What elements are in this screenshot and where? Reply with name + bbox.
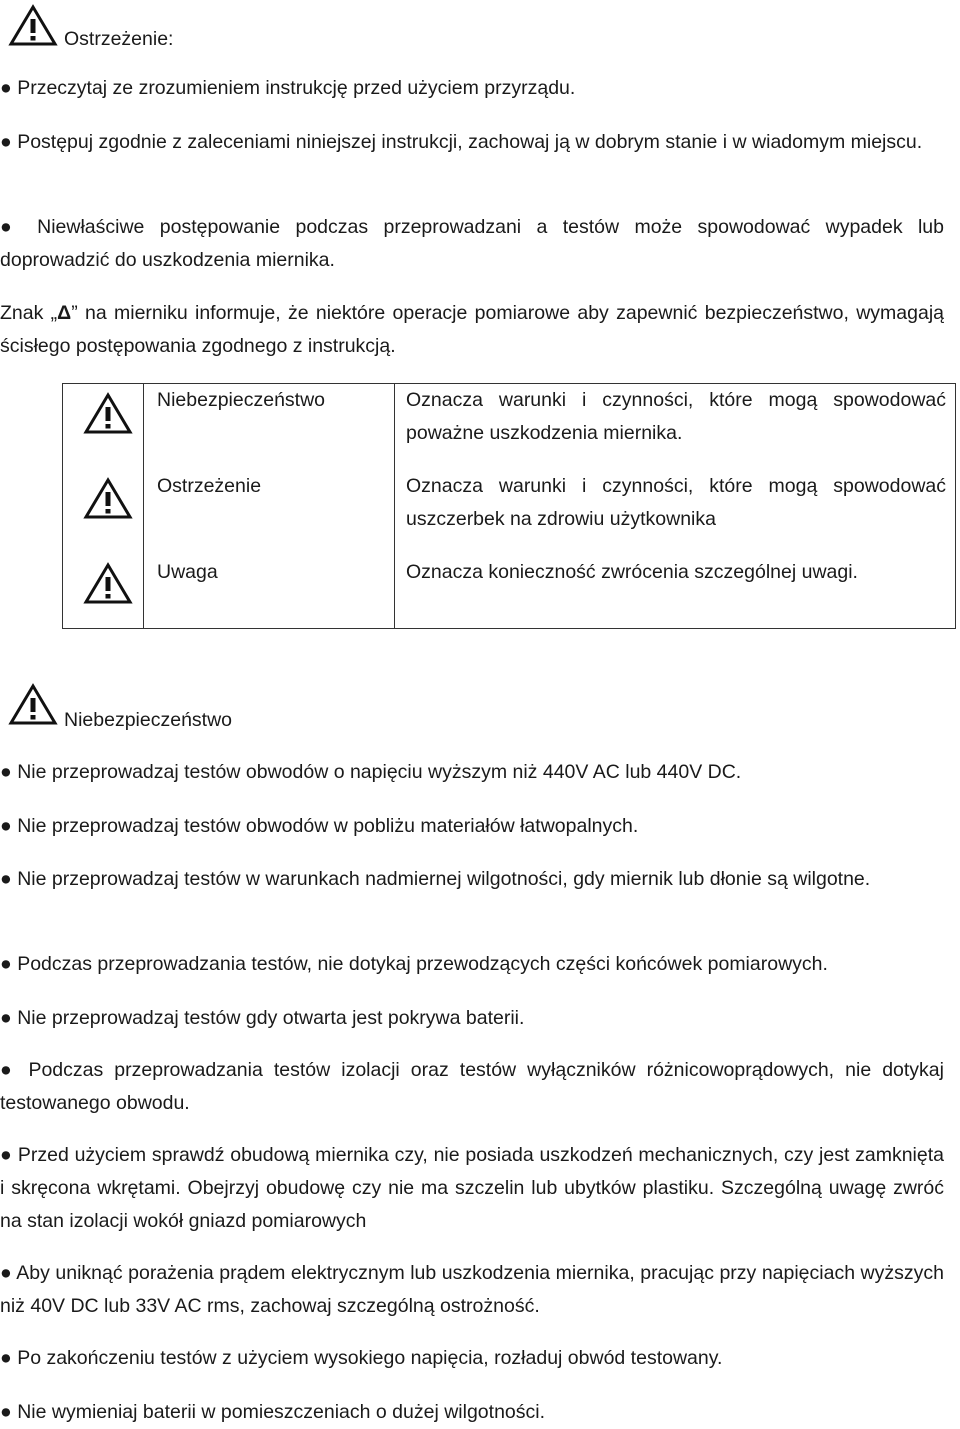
legend-label: Uwaga <box>157 561 218 583</box>
danger-item: ● Nie przeprowadzaj testów w warunkach nadmiernej wilgotności, gdy miernik lub dłonie są wilgotne. <box>0 868 871 890</box>
warning-item: ● Przeczytaj ze zrozumieniem instrukcję przed użyciem przyrządu. <box>0 77 576 99</box>
danger-item: ● Po zakończeniu testów z użyciem wysokiego napięcia, rozładuj obwód testowany. <box>0 1347 723 1369</box>
description-column <box>395 384 956 629</box>
danger-item: ● Podczas przeprowadzania testów, nie dotykaj przewodzących części końcówek pomiarowych. <box>0 953 828 975</box>
delta-symbol: Δ <box>57 302 72 324</box>
danger-item: ● Przed użyciem sprawdź obudową miernika czy, nie posiada uszkodzeń mechanicznych, czy jest zamknięta i skręcona wkrętami. Obejrzyj obudowę czy nie ma szczelin lub ubytków plastiku. Szczególną uwagę zwróć na stan izolacji wokół gniazd pomiarowych <box>0 1144 944 1232</box>
warning-triangle-icon <box>8 4 58 46</box>
legend-description: Oznacza warunki i czynności, które mogą spowodować uszczerbek na zdrowiu użytkownika <box>406 475 946 530</box>
symbol-note-text: Znak „ <box>0 302 58 324</box>
warning-item: ● Postępuj zgodnie z zaleceniami niniejszej instrukcji, zachowaj ją w dobrym stanie i w wiadomym miejscu. <box>0 131 923 153</box>
warning-legend-table <box>62 383 956 629</box>
warning-triangle-icon <box>8 683 58 725</box>
danger-item: ● Nie przeprowadzaj testów gdy otwarta jest pokrywa baterii. <box>0 1007 525 1029</box>
warning-item: ● Niewłaściwe postępowanie podczas przeprowadzani a testów może spowodować wypadek lub doprowadzić do uszkodzenia miernika. <box>0 216 944 271</box>
warning-triangle-icon <box>83 562 133 604</box>
warning-heading: Ostrzeżenie: <box>64 28 174 50</box>
danger-item: ● Aby uniknąć porażenia prądem elektrycznym lub uszkodzenia miernika, pracując przy napięciach wyższych niż 40V DC lub 33V AC rms, zachowaj szczególną ostrożność. <box>0 1262 944 1317</box>
symbol-note <box>0 297 944 363</box>
legend-label: Niebezpieczeństwo <box>157 389 326 411</box>
danger-item: ● Nie przeprowadzaj testów obwodów w pobliżu materiałów łatwopalnych. <box>0 815 639 837</box>
danger-item: ● Nie wymieniaj baterii w pomieszczeniach o dużej wilgotności. <box>0 1401 546 1423</box>
label-column <box>144 384 395 629</box>
danger-item: ● Podczas przeprowadzania testów izolacji oraz testów wyłączników różnicowoprądowych, nie dotykaj testowanego obwodu. <box>0 1059 944 1114</box>
legend-label: Ostrzeżenie <box>157 475 262 497</box>
icon-column <box>63 384 144 629</box>
warning-triangle-icon <box>83 477 133 519</box>
danger-item: ● Nie przeprowadzaj testów obwodów o napięciu wyższym niż 440V AC lub 440V DC. <box>0 761 742 783</box>
symbol-note-text: ” na mierniku informuje, że niektóre operacje pomiarowe aby zapewnić bezpieczeństwo, wymagają ścisłego postępowania zgodnego z instrukcją. <box>0 302 945 357</box>
danger-heading: Niebezpieczeństwo <box>64 709 233 731</box>
legend-description: Oznacza warunki i czynności, które mogą spowodować poważne uszkodzenia miernika. <box>406 389 946 444</box>
table-row <box>63 384 956 629</box>
legend-description: Oznacza konieczność zwrócenia szczególnej uwagi. <box>406 561 858 583</box>
warning-triangle-icon <box>83 392 133 434</box>
